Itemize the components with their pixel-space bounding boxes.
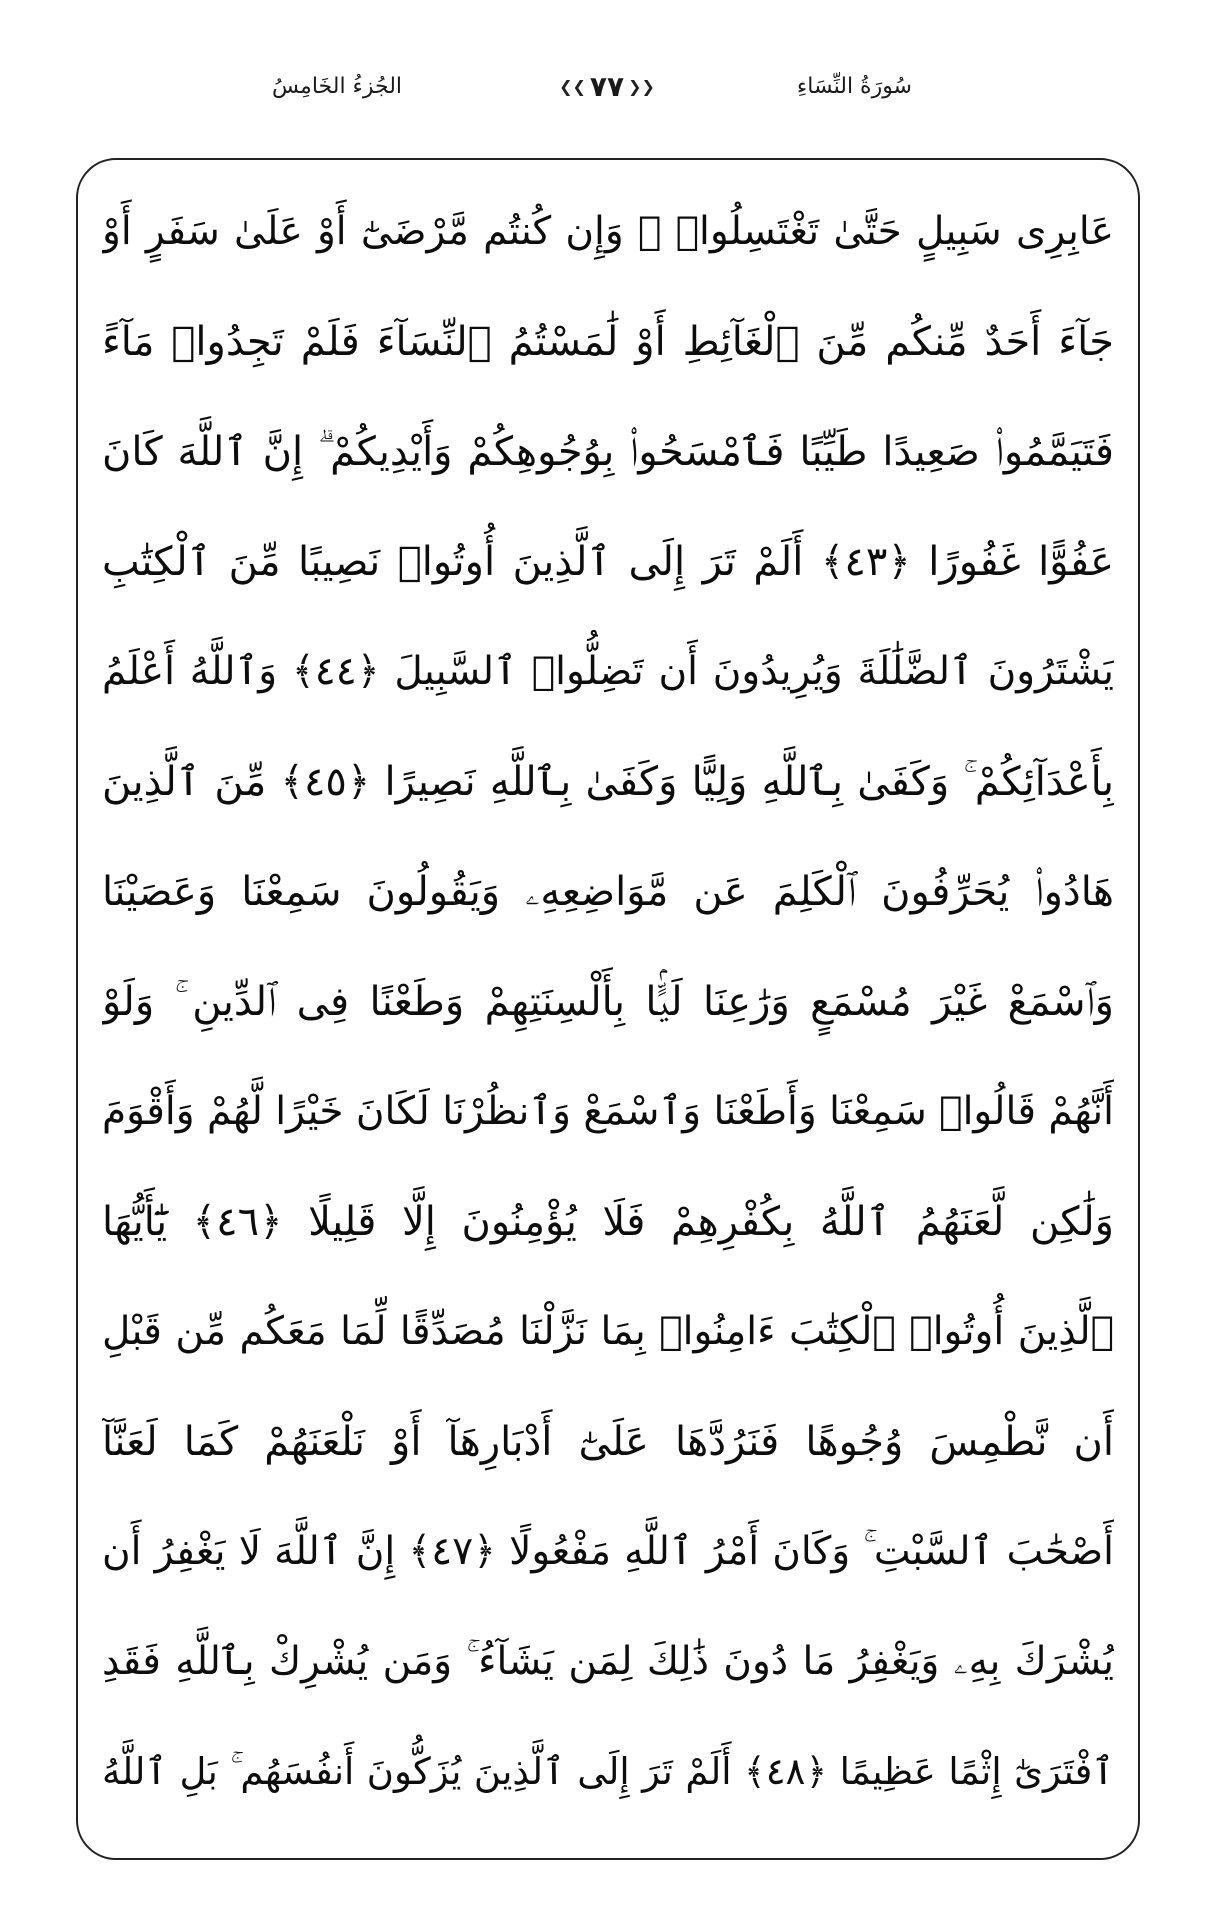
verse-line-4: عَفُوًّا غَفُورًا ﴿٤٣﴾ أَلَمْ تَرَ إِلَى ٱلَّذِينَ أُوتُوا۟ نَصِيبًا مِّنَ ٱلْكِتَٰبِ (102, 539, 1114, 585)
verse-line-2: جَآءَ أَحَدٌ مِّنكُم مِّنَ ٱلْغَآئِطِ أَوْ لَٰمَسْتُمُ ٱلنِّسَآءَ فَلَمْ تَجِدُوا۟ مَآءً (102, 319, 1114, 365)
surah-name: سُورَةُ النِّسَاءِ (796, 74, 912, 99)
page-number-badge (559, 62, 655, 112)
verse-line-3: فَتَيَمَّمُوا۟ صَعِيدًا طَيِّبًا فَٱمْسَحُوا۟ بِوُجُوهِكُمْ وَأَيْدِيكُمْ ۗ إِنَّ ٱللَّهَ كَانَ (102, 429, 1114, 475)
ornament-left-icon: ❮❮ (559, 77, 586, 96)
page-header (0, 62, 1214, 112)
verse-line-12: أَن نَّطْمِسَ وُجُوهًا فَنَرُدَّهَا عَلَىٰٓ أَدْبَارِهَآ أَوْ نَلْعَنَهُمْ كَمَا لَعَنَّآ (102, 1419, 1114, 1465)
verse-line-7: هَادُوا۟ يُحَرِّفُونَ ٱلْكَلِمَ عَن مَّوَاضِعِهِۦ وَيَقُولُونَ سَمِعْنَا وَعَصَيْنَا (102, 869, 1114, 915)
verse-line-8: وَٱسْمَعْ غَيْرَ مُسْمَعٍ وَرَٰعِنَا لَيًّۢا بِأَلْسِنَتِهِمْ وَطَعْنًا فِى ٱلدِّينِ ۚ وَلَوْ (102, 979, 1114, 1025)
verse-line-9: أَنَّهُمْ قَالُوا۟ سَمِعْنَا وَأَطَعْنَا وَٱسْمَعْ وَٱنظُرْنَا لَكَانَ خَيْرًا لَّهُمْ وَأَقْوَمَ (102, 1089, 1114, 1134)
juz-name: الجُزءُ الخَامِسُ (272, 74, 403, 99)
verse-line-6: بِأَعْدَآئِكُمْ ۚ وَكَفَىٰ بِٱللَّهِ وَلِيًّا وَكَفَىٰ بِٱللَّهِ نَصِيرًا ﴿٤٥﴾ مِّنَ ٱلَّذِينَ (102, 759, 1114, 805)
ornament-right-icon: ❯❯ (628, 77, 655, 96)
verse-line-1: عَابِرِى سَبِيلٍ حَتَّىٰ تَغْتَسِلُوا۟ ۚ وَإِن كُنتُم مَّرْضَىٰٓ أَوْ عَلَىٰ سَفَرٍ أَوْ (102, 209, 1114, 254)
verse-line-14: يُشْرَكَ بِهِۦ وَيَغْفِرُ مَا دُونَ ذَٰلِكَ لِمَن يَشَآءُ ۚ وَمَن يُشْرِكْ بِٱللَّهِ فَقَدِ (102, 1639, 1114, 1684)
page-number: ٧٧ (589, 70, 625, 103)
verse-line-15: ٱفْتَرَىٰٓ إِثْمًا عَظِيمًا ﴿٤٨﴾ أَلَمْ تَرَ إِلَى ٱلَّذِينَ يُزَكُّونَ أَنفُسَهُم ۚ بَلِ ٱللَّهُ (102, 1750, 1114, 1793)
verse-line-10: وَلَٰكِن لَّعَنَهُمُ ٱللَّهُ بِكُفْرِهِمْ فَلَا يُؤْمِنُونَ إِلَّا قَلِيلًا ﴿٤٦﴾ يَٰٓأَيُّهَا (102, 1199, 1114, 1245)
verse-lines (102, 184, 1114, 1834)
verse-line-13: أَصْحَٰبَ ٱلسَّبْتِ ۚ وَكَانَ أَمْرُ ٱللَّهِ مَفْعُولًا ﴿٤٧﴾ إِنَّ ٱللَّهَ لَا يَغْفِرُ أَن (102, 1529, 1114, 1574)
text-frame (76, 158, 1140, 1860)
verse-line-5: يَشْتَرُونَ ٱلضَّلَٰلَةَ وَيُرِيدُونَ أَن تَضِلُّوا۟ ٱلسَّبِيلَ ﴿٤٤﴾ وَٱللَّهُ أَعْلَمُ (102, 649, 1114, 694)
verse-line-11: ٱلَّذِينَ أُوتُوا۟ ٱلْكِتَٰبَ ءَامِنُوا۟ بِمَا نَزَّلْنَا مُصَدِّقًا لِّمَا مَعَكُم مِّن قَبْلِ (102, 1309, 1114, 1354)
